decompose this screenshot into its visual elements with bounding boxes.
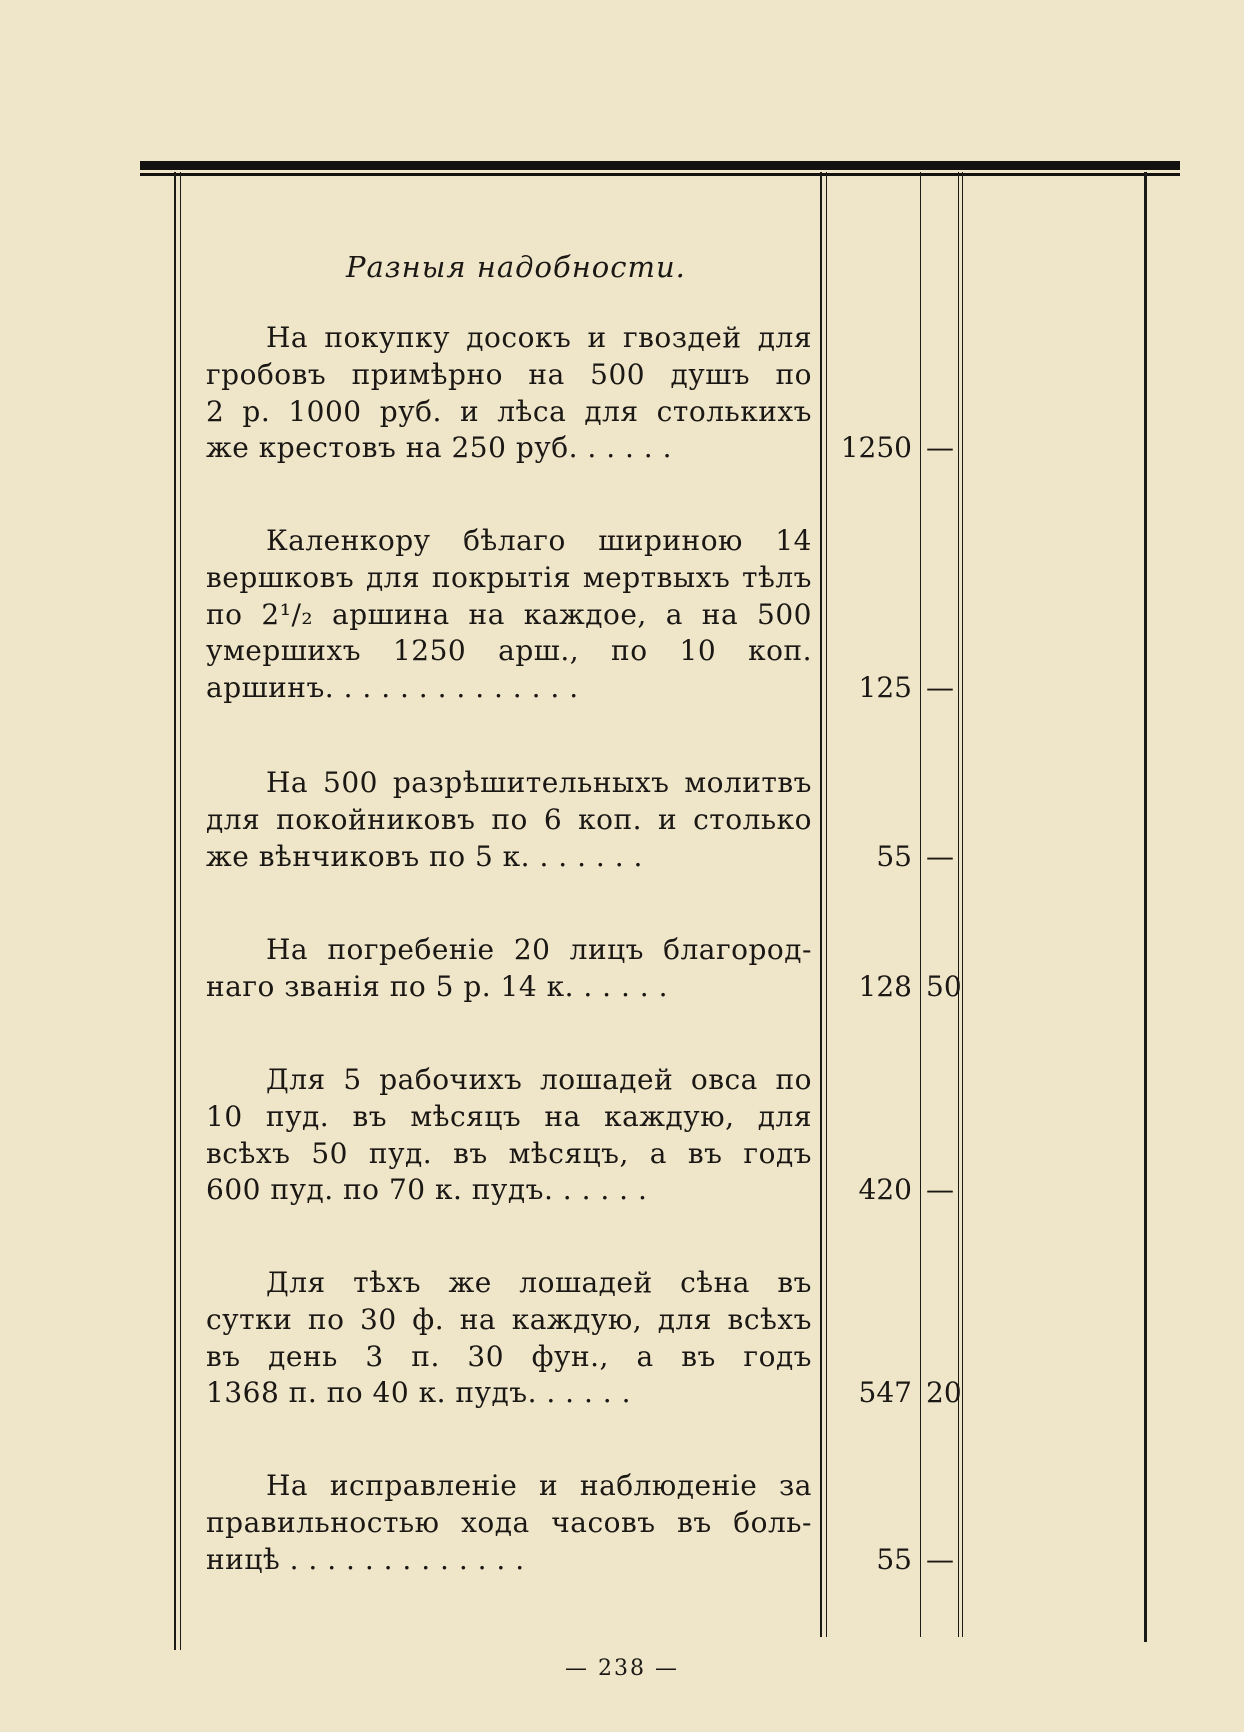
entry-line: На погребеніе 20 лицъ благород- bbox=[266, 933, 812, 966]
entry-line: аршинъ. . . . . . . . . . . . . . bbox=[206, 671, 579, 705]
total-column-rule-inner bbox=[962, 172, 963, 1637]
entry-line: умершихъ 1250 арш., по 10 коп. bbox=[206, 634, 812, 668]
entry-line: же вѣнчиковъ по 5 к. . . . . . . bbox=[206, 839, 643, 873]
entry-line: На исправленіе и наблюденіе за bbox=[266, 1469, 812, 1502]
entry-1 bbox=[206, 320, 812, 467]
kopecks-amount: — bbox=[926, 1173, 954, 1206]
entry-line: Каленкору бѣлаго шириною 14 bbox=[266, 524, 812, 557]
kopecks-amount: — bbox=[926, 1543, 954, 1576]
entry-line: 1368 п. по 40 к. пудъ. . . . . . bbox=[206, 1376, 631, 1410]
entry-line: На покупку досокъ и гвоздей для bbox=[266, 321, 812, 354]
entry-3 bbox=[206, 765, 812, 875]
entry-line: сутки по 30 ф. на каждую, для всѣхъ bbox=[206, 1302, 812, 1336]
rubles-amount: 420 bbox=[858, 1173, 912, 1206]
entry-line: же крестовъ на 250 руб. . . . . . bbox=[206, 431, 672, 465]
rubles-amount: 55 bbox=[876, 840, 912, 873]
entry-line: въ день 3 п. 30 фун., а въ годъ bbox=[206, 1339, 812, 1373]
total-column-rule bbox=[958, 172, 959, 1637]
left-border-inner bbox=[180, 172, 181, 1650]
page-number: — 238 — bbox=[565, 1656, 679, 1681]
entry-line: для покойниковъ по 6 коп. и столько bbox=[206, 802, 812, 836]
top-rule bbox=[140, 161, 1180, 170]
entry-line: всѣхъ 50 пуд. въ мѣсяцъ, а въ годъ bbox=[206, 1136, 812, 1170]
entry-line: Для 5 рабочихъ лошадей овса по bbox=[266, 1063, 812, 1096]
entry-line: Для тѣхъ же лошадей сѣна въ bbox=[266, 1266, 812, 1299]
entry-line: правильностью хода часовъ въ боль- bbox=[206, 1505, 812, 1539]
entry-line: наго званія по 5 р. 14 к. . . . . . bbox=[206, 969, 668, 1003]
kopecks-amount: — bbox=[926, 840, 954, 873]
entry-line: вершковъ для покрытія мертвыхъ тѣлъ bbox=[206, 560, 812, 594]
top-rule-thin bbox=[140, 173, 1180, 176]
kopecks-amount: — bbox=[926, 431, 954, 464]
kopecks-column-rule bbox=[920, 172, 921, 1637]
entry-line: 2 р. 1000 руб. и лѣса для столькихъ bbox=[206, 394, 812, 428]
entry-7 bbox=[206, 1468, 812, 1578]
entry-2 bbox=[206, 523, 812, 707]
rubles-column-rule-inner bbox=[826, 172, 827, 1637]
entry-4 bbox=[206, 932, 812, 1006]
entry-5 bbox=[206, 1062, 812, 1209]
rubles-amount: 55 bbox=[876, 1543, 912, 1576]
entry-6 bbox=[206, 1265, 812, 1412]
rubles-amount: 128 bbox=[858, 970, 912, 1003]
rubles-amount: 1250 bbox=[840, 431, 912, 464]
left-border bbox=[174, 172, 176, 1650]
kopecks-amount: 20 bbox=[926, 1376, 962, 1409]
kopecks-amount: 50 bbox=[926, 970, 962, 1003]
entry-line: 10 пуд. въ мѣсяцъ на каждую, для bbox=[206, 1099, 812, 1133]
kopecks-amount: — bbox=[926, 671, 954, 704]
right-border bbox=[1144, 172, 1147, 1642]
entry-line: 600 пуд. по 70 к. пудъ. . . . . . bbox=[206, 1173, 648, 1207]
entry-line: гробовъ примѣрно на 500 душъ по bbox=[206, 357, 812, 391]
rubles-amount: 547 bbox=[858, 1376, 912, 1409]
section-heading: Разныя надобности. bbox=[346, 250, 686, 284]
entry-line: по 2¹/₂ аршина на каждое, а на 500 bbox=[206, 597, 812, 631]
entry-line: ницѣ . . . . . . . . . . . . . bbox=[206, 1542, 525, 1576]
rubles-column-rule bbox=[820, 172, 822, 1637]
rubles-amount: 125 bbox=[858, 671, 912, 704]
entry-line: На 500 разрѣшительныхъ молитвъ bbox=[266, 766, 812, 799]
